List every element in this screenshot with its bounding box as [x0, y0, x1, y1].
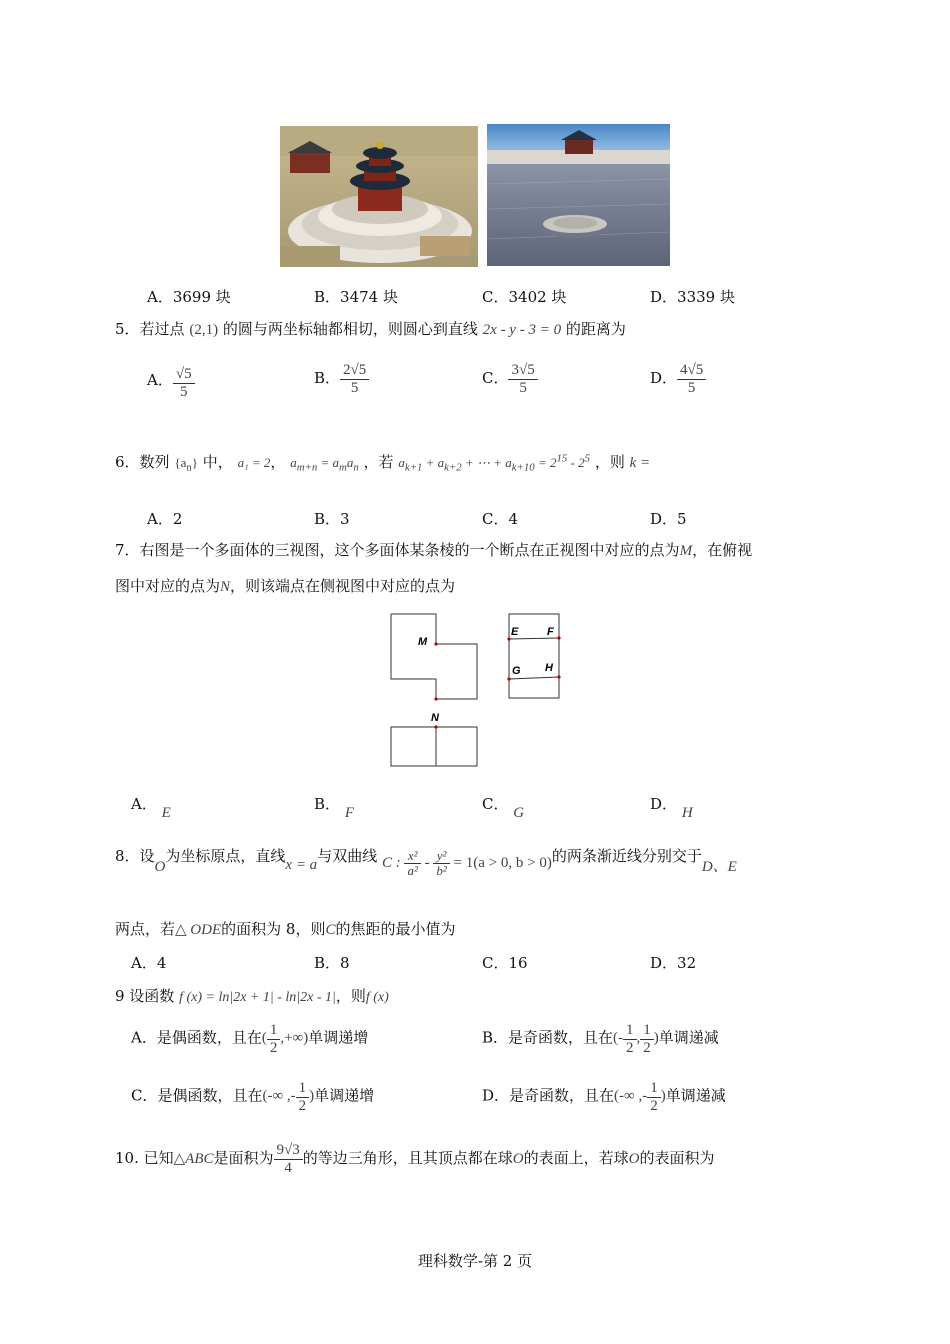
q9-b-num1: 1 [623, 1022, 637, 1040]
q9-d-frac [647, 1080, 661, 1114]
q8-b2: b² [436, 863, 447, 879]
q6-sep1: ， [270, 453, 286, 471]
q6-relation [290, 455, 359, 474]
q6-rel-sub2: m [339, 461, 347, 474]
q6-seq-close: } [191, 455, 199, 470]
q5-option-c[interactable] [482, 362, 538, 396]
q8-y2: y² [433, 849, 449, 864]
side-view-line-ef [509, 638, 559, 639]
q6-mid2: ，若 [363, 453, 394, 471]
q7-line1a: 7．右图是一个多面体的三视图，这个多面体某条棱的一个断点在正视图中对应的点为 [115, 541, 680, 559]
q9-b-den2: 2 [643, 1039, 651, 1056]
circular-mound-altar-photo [487, 124, 670, 266]
q9-b-den1: 2 [626, 1039, 634, 1056]
q5-line-equation: 2x - y - 3 = 0 [482, 322, 562, 338]
q6-sum-eq: = 2 [537, 455, 557, 470]
q7-option-a-letter: A． [131, 795, 157, 813]
q6-sum [398, 452, 591, 474]
q10-prefix: 10. 已知 [115, 1149, 174, 1167]
front-view [391, 614, 477, 699]
q9-option-d[interactable] [482, 1080, 726, 1114]
top-view [391, 727, 477, 766]
q5-option-a[interactable] [147, 362, 195, 400]
q6-seq-sub: n [186, 461, 192, 474]
q7-option-c-value: G [513, 805, 525, 821]
q7-option-c-letter: C． [482, 795, 509, 813]
q10-o: O [512, 1151, 524, 1167]
q9-d-r: ) [660, 1088, 666, 1105]
q9-option-d-interval [614, 1080, 666, 1114]
q5-option-c-letter: C． [482, 369, 509, 387]
q5-option-b-fraction [340, 362, 369, 396]
q7-option-b[interactable] [314, 793, 354, 821]
q5-option-a-num: √5 [173, 366, 195, 384]
q5-option-d-letter: D． [650, 369, 678, 387]
question-7-line-2 [115, 575, 455, 596]
q9-option-d-suffix: 单调递减 [665, 1086, 726, 1105]
q5-option-d-fraction [677, 362, 706, 396]
q6-sum-sub1: k+1 [404, 461, 423, 474]
q5-point: (2,1) [189, 322, 219, 338]
q7-option-a[interactable] [131, 793, 171, 821]
q8-x2: x² [404, 849, 420, 864]
q5-option-a-den: 5 [179, 383, 188, 400]
q7-point-n: N [220, 579, 231, 595]
q5-option-c-num: 3√5 [508, 362, 537, 380]
q9-option-b-text: B．是奇函数，且在 [482, 1028, 614, 1047]
q6-option-c[interactable]: C．4 [482, 510, 519, 528]
q9-a-den: 2 [269, 1039, 278, 1056]
question-8-line-2 [115, 918, 455, 939]
q9-option-b-suffix: 单调递减 [658, 1028, 719, 1047]
q5-option-c-fraction [508, 362, 537, 396]
question-5-stem [115, 318, 626, 339]
q6-rel-eq: = a [320, 455, 340, 470]
q5-option-b-letter: B． [314, 369, 341, 387]
q7-line2b: ，则该端点在侧视图中对应的点为 [230, 577, 456, 595]
three-view-figure [385, 608, 570, 773]
q10-fraction [274, 1142, 303, 1176]
q8-hyperbola [381, 848, 552, 879]
point-g-dot [507, 677, 510, 680]
q5-option-b-den: 5 [350, 379, 359, 396]
side-view-line-gh [509, 677, 559, 679]
q10-triangle: △ABC [173, 1151, 214, 1167]
q8-de: D、E [701, 859, 737, 876]
q8-mid3: 的两条渐近线分别交于 [551, 847, 702, 866]
q9-option-c-suffix: 单调递增 [314, 1086, 375, 1105]
q5-option-d-den: 5 [687, 379, 696, 396]
q6-sum-plus: + a [425, 455, 445, 470]
q8-eq: = 1(a > 0, b > 0) [453, 855, 552, 872]
q9-b-frac1 [623, 1022, 637, 1056]
q9-b-frac2 [640, 1022, 654, 1056]
q8-triangle: △ ODE [175, 922, 222, 938]
q8-option-b[interactable]: B．8 [314, 954, 350, 972]
q7-line1b: ，在俯视 [692, 541, 753, 559]
q6-option-b[interactable]: B．3 [314, 510, 350, 528]
q7-option-a-value: E [161, 805, 171, 821]
q4-option-c[interactable]: C．3402 块 [482, 288, 567, 306]
q9-c-frac [296, 1080, 310, 1114]
q9-b-num2: 1 [640, 1022, 654, 1040]
q7-point-m: M [679, 543, 693, 559]
q9-option-c-text: C．是偶函数，且在 [131, 1086, 263, 1105]
q8-line: x = a [285, 857, 318, 874]
q8-line2b: 的面积为 8，则 [221, 920, 326, 938]
q9-b-l: (- [613, 1030, 624, 1047]
q7-option-b-letter: B． [314, 795, 341, 813]
q8-option-c[interactable]: C．16 [482, 954, 528, 972]
q10-den: 4 [284, 1159, 292, 1176]
q6-seq-open: {a [174, 455, 187, 470]
label-e: E [511, 626, 519, 638]
q9-option-b[interactable] [482, 1022, 719, 1056]
q9-option-d-text: D．是奇函数，且在 [482, 1086, 615, 1105]
q5-middle: 的圆与两坐标轴都相切，则圆心到直线 [222, 320, 478, 338]
point-n-dot-front [434, 697, 437, 700]
q6-sum-a: a [398, 455, 405, 470]
q8-option-d[interactable]: D．32 [650, 954, 697, 972]
q10-mid1: 是面积为 [213, 1149, 274, 1167]
point-n-dot-top [434, 725, 437, 728]
q5-prefix: 5．若过点 [115, 320, 185, 338]
q6-mid1: 中， [202, 453, 233, 471]
q8-mid1: 为坐标原点，直线 [165, 847, 286, 866]
q9-option-c-interval [262, 1080, 315, 1114]
q8-prefix: 8．设 [115, 847, 155, 866]
q9-option-a-suffix: 单调递增 [308, 1028, 369, 1047]
q9-d-num: 1 [647, 1080, 661, 1098]
q9-c-den: 2 [298, 1097, 307, 1114]
label-g: G [512, 665, 521, 677]
q10-mid4: 的表面积为 [639, 1149, 715, 1167]
q7-option-c[interactable] [482, 793, 525, 821]
q8-origin: O [154, 859, 166, 876]
q9-option-c[interactable] [131, 1080, 374, 1114]
q6-sum-minus: - 2 [570, 455, 585, 470]
q9-function: f (x) = ln|2x + 1| - ln|2x - 1| [179, 990, 336, 1005]
q9-d-den: 2 [650, 1097, 658, 1114]
page-footer: 理科数学-第 2 页 [417, 1252, 533, 1270]
q8-line2a: 两点，若 [115, 920, 176, 938]
q8-c2: C [325, 922, 336, 938]
question-10-stem [115, 1142, 714, 1176]
q6-sequence [174, 455, 199, 474]
q9-prefix: 9 设函数 [115, 987, 175, 1005]
q7-option-b-value: F [344, 805, 354, 821]
q5-option-d[interactable] [650, 362, 706, 396]
q9-a-r: ,+∞) [280, 1030, 309, 1047]
q7-option-d-value: H [681, 805, 693, 821]
question-7-line-1 [115, 539, 752, 560]
question-6-stem [115, 451, 650, 474]
q6-rel-a2: a [346, 455, 354, 470]
q9-c-l: (-∞ ,- [262, 1088, 296, 1105]
point-f-dot [557, 636, 560, 639]
q5-option-b[interactable] [314, 362, 369, 396]
q8-hyperbola-c: C : [381, 855, 401, 872]
point-h-dot [557, 675, 560, 678]
q10-o2: O [628, 1151, 640, 1167]
q9-option-a-text: A．是偶函数，且在 [131, 1028, 262, 1047]
q9-option-b-interval [613, 1022, 659, 1056]
label-h: H [545, 662, 553, 674]
q6-sum-dots: + ⋯ + a [464, 455, 512, 470]
q4-option-d[interactable]: D．3339 块 [650, 288, 735, 306]
q4-option-a[interactable]: A．3699 块 [147, 288, 231, 306]
q10-num: 9√3 [274, 1142, 303, 1160]
q9-fx: f (x) [365, 990, 389, 1005]
q5-option-d-num: 4√5 [677, 362, 706, 380]
q6-option-a[interactable]: A．2 [147, 510, 183, 528]
q10-mid3: 的表面上，若球 [523, 1149, 629, 1167]
q5-suffix: 的距离为 [565, 320, 626, 338]
q10-mid2: 的等边三角形，且其顶点都在球 [302, 1149, 513, 1167]
q8-minus: - [424, 855, 430, 872]
q6-rel-sub3: n [353, 461, 359, 474]
q9-option-a[interactable] [131, 1022, 368, 1056]
temple-of-heaven-photo [280, 126, 478, 267]
q8-option-a[interactable]: A．4 [131, 954, 167, 972]
q6-mid3: ，则 [594, 453, 625, 471]
q7-line2a: 图中对应的点为 [115, 577, 221, 595]
q6-a1: a₁ = 2 [237, 455, 271, 470]
q6-sum-exp2: 5 [584, 452, 591, 465]
q6-option-d[interactable]: D．5 [650, 510, 687, 528]
q6-sum-sub2: k+2 [444, 461, 462, 474]
q7-option-d[interactable] [650, 793, 693, 821]
label-f: F [547, 626, 554, 638]
q6-k: k = [629, 455, 651, 471]
q6-rel-a: a [290, 455, 297, 470]
q8-y-frac [433, 849, 449, 879]
q6-sum-sub3: k+10 [511, 461, 535, 474]
q9-a-num: 1 [267, 1022, 281, 1040]
q5-option-c-den: 5 [519, 379, 527, 396]
q6-sum-exp1: 15 [556, 452, 568, 465]
q5-option-b-num: 2√5 [340, 362, 369, 380]
q8-line2c: 的焦距的最小值为 [335, 920, 456, 938]
q9-b-comma: , [636, 1030, 641, 1047]
q9-mid: ，则 [335, 987, 366, 1005]
q9-c-r: ) [309, 1088, 315, 1105]
q9-d-l: (-∞ ,- [614, 1088, 648, 1105]
q9-b-r: ) [653, 1030, 659, 1047]
q8-mid2: 与双曲线 [317, 847, 378, 866]
q4-option-b[interactable]: B．3474 块 [314, 288, 398, 306]
q8-a2: a² [407, 863, 418, 879]
q9-a-frac [267, 1022, 281, 1056]
question-9-stem [115, 985, 389, 1006]
point-m-dot [434, 642, 437, 645]
label-n: N [431, 712, 439, 724]
label-m: M [418, 636, 428, 648]
question-8-line-1 [115, 843, 737, 879]
q5-option-a-letter: A． [147, 371, 173, 389]
q9-a-l: ( [261, 1030, 267, 1047]
q8-x-frac [404, 849, 420, 879]
q9-option-a-interval [261, 1022, 309, 1056]
q7-option-d-letter: D． [650, 795, 678, 813]
q5-option-a-fraction [173, 366, 195, 400]
q9-c-num: 1 [296, 1080, 310, 1098]
q6-rel-sub: m+n [296, 461, 318, 474]
q6-prefix: 6．数列 [115, 453, 170, 471]
